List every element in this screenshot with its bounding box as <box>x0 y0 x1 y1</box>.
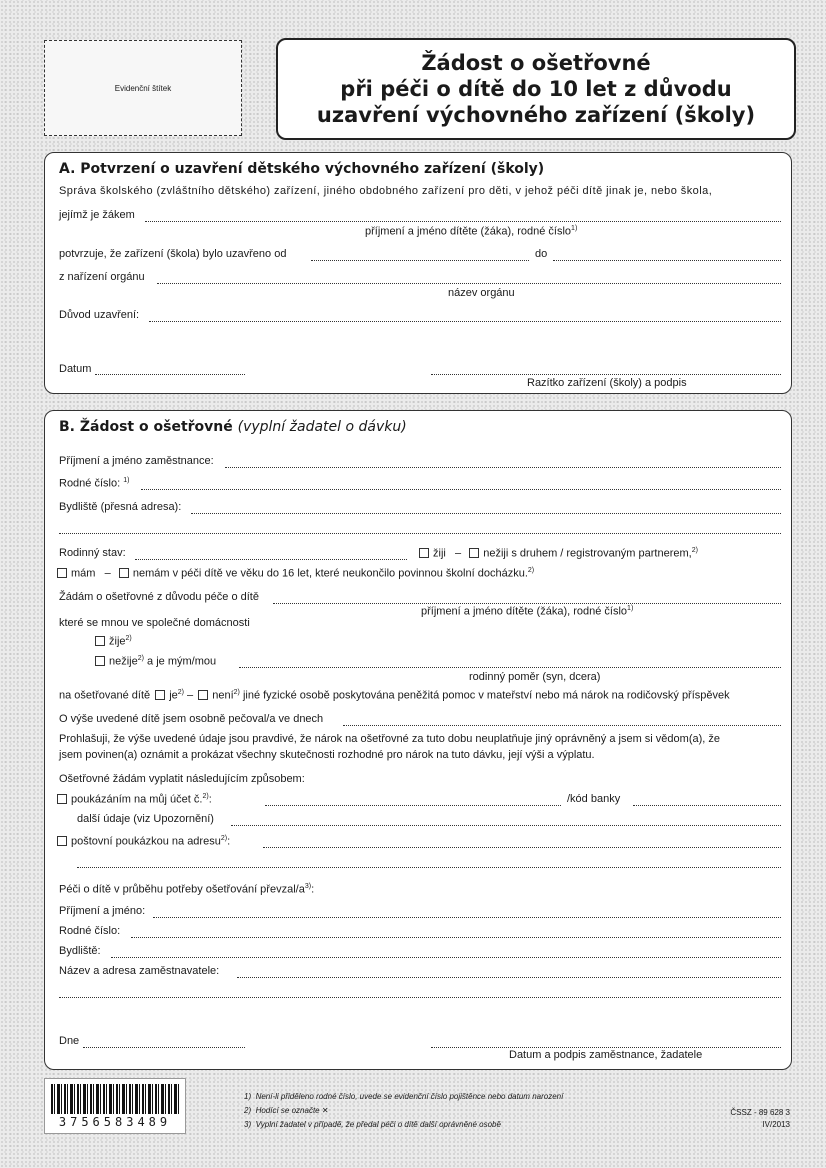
signature-caption: Datum a podpis zaměstnance, žadatele <box>509 1049 703 1061</box>
account-row: poukázáním na můj účet č.$^{2)}$: <box>55 793 212 806</box>
lives-child-row: žije$^{2)}$ <box>93 635 132 648</box>
date-label-b: Dne <box>59 1035 80 1047</box>
bank-code-label: /kód banky <box>567 793 621 805</box>
title-line-3: uzavření výchovného zařízení (školy) <box>316 103 756 127</box>
barcode-number: 3756583489 <box>58 1115 172 1129</box>
closed-to-field[interactable] <box>553 260 781 261</box>
form-date: IV/2013 <box>762 1120 790 1129</box>
lives-checkbox[interactable] <box>419 548 429 558</box>
reason-label: Důvod uzavření: <box>59 309 140 321</box>
section-b <box>44 410 792 1070</box>
lives-child-checkbox[interactable] <box>95 636 105 646</box>
label-box-text: Evidenční štítek <box>114 83 172 93</box>
postal-row: poštovní poukázkou na adresu$^{2)}$: <box>55 835 230 848</box>
account-checkbox[interactable] <box>57 794 67 804</box>
barcode <box>44 1078 186 1134</box>
other-data-label: další údaje (viz Upozornění) <box>77 813 214 825</box>
handover-birth-label: Rodné číslo: <box>59 925 121 937</box>
closed-from-label: potvrzuje, že zařízení (škola) bylo uzavřeno od <box>59 248 287 260</box>
footnote-3: 3) Vyplní žadatel v případě, že předal péči o dítě další oprávněné osobě <box>244 1120 501 1129</box>
not-lives-checkbox[interactable] <box>469 548 479 558</box>
handover-birth-field[interactable] <box>131 937 781 938</box>
authority-caption: název orgánu <box>448 287 515 299</box>
footnote-1: 1) Není-li přiděleno rodné číslo, uvede se evidenční číslo pojištěnce nebo datum narození <box>244 1092 564 1101</box>
declaration-line-1: Prohlašuji, že výše uvedené údaje jsou pravdivé, že nárok na ošetřovné za tuto dobu neuplatňuje jiný oprávněný a jsem si vědom(a), že <box>59 733 720 745</box>
request-caption: příjmení a jméno dítěte (žáka), rodné číslo$^{1)}$ <box>421 605 634 618</box>
handover-residence-label: Bydliště: <box>59 945 101 957</box>
marital-field[interactable] <box>135 559 407 560</box>
account-field[interactable] <box>265 805 561 806</box>
relation-field[interactable] <box>239 667 781 668</box>
not-lives-child-row: nežije$^{2)}$ a je mým/mou <box>93 655 216 668</box>
title-box <box>276 38 796 140</box>
stamp-caption: Razítko zařízení (školy) a podpis <box>527 377 687 389</box>
employer-label: Název a adresa zaměstnavatele: <box>59 965 220 977</box>
request-field[interactable] <box>273 603 781 604</box>
closed-to-label: do <box>535 248 548 260</box>
relation-caption: rodinný poměr (syn, dcera) <box>469 671 601 683</box>
employee-name-field[interactable] <box>225 467 781 468</box>
closed-from-field[interactable] <box>311 260 529 261</box>
pupil-label: jejímž je žákem <box>59 209 135 221</box>
postal-field-2[interactable] <box>77 867 781 868</box>
is-checkbox[interactable] <box>155 690 165 700</box>
handover-label: Péči o dítě v průběhu potřeby ošetřování převzal/$a^{3)}$: <box>59 883 315 896</box>
handover-name-field[interactable] <box>153 917 781 918</box>
signature-field[interactable] <box>431 1047 781 1048</box>
children-row: mám – nemám v péči dítě ve věku do 16 let, které neukončilo povinnou školní docházku.$^{2)}$ <box>55 567 534 580</box>
is-not-checkbox[interactable] <box>198 690 208 700</box>
section-a-heading: A. Potvrzení o uzavření dětského výchovného zařízení (školy) <box>59 161 545 177</box>
section-b-heading: B. Žádost o ošetřovné (vyplní žadatel o dávku) <box>59 419 407 435</box>
date-label: Datum <box>59 363 92 375</box>
stamp-field[interactable] <box>431 374 781 375</box>
postal-checkbox[interactable] <box>57 836 67 846</box>
not-lives-child-checkbox[interactable] <box>95 656 105 666</box>
payment-intro: Ošetřovné žádám vyplatit následujícím způsobem: <box>59 773 305 785</box>
barcode-bars <box>51 1084 179 1114</box>
section-a <box>44 152 792 394</box>
residence-field-2[interactable] <box>59 533 781 534</box>
employee-name-label: Příjmení a jméno zaměstnance: <box>59 455 214 467</box>
date-field-b[interactable] <box>83 1047 245 1048</box>
residence-field[interactable] <box>191 513 781 514</box>
have-checkbox[interactable] <box>57 568 67 578</box>
request-label: Žádám o ošetřovné z důvodu péče o dítě <box>59 591 259 603</box>
section-a-intro: Správa školského (zvláštního dětského) zařízení, jiného obdobného zařízení pro děti, v jehož péči dítě jinak je, nebo škola, <box>59 185 713 197</box>
bank-code-field[interactable] <box>633 805 781 806</box>
residence-label: Bydliště (přesná adresa): <box>59 501 182 513</box>
birth-number-label: Rodné číslo: $^{1)}$ <box>59 477 130 490</box>
employer-field-2[interactable] <box>59 997 781 998</box>
label-box <box>44 40 242 136</box>
postal-field[interactable] <box>263 847 781 848</box>
handover-residence-field[interactable] <box>111 957 781 958</box>
handover-name-label: Příjmení a jméno: <box>59 905 146 917</box>
other-data-field[interactable] <box>231 825 781 826</box>
form-code: ČSSZ - 89 628 3 <box>730 1108 790 1117</box>
date-field[interactable] <box>95 374 245 375</box>
declaration-line-2: jsem povinen(a) oznámit a prokázat všechny skutečnosti rozhodné pro nárok na tuto dávku, její výši a výplatu. <box>59 749 595 761</box>
cared-days-field[interactable] <box>343 725 781 726</box>
marital-options: žiji – nežiji s druhem / registrovaným partnerem,$^{2)}$ <box>417 547 698 560</box>
title-line-2: při péči o dítě do 10 let z důvodu <box>340 77 732 101</box>
household-label: které se mnou ve společné domácnosti <box>59 617 250 629</box>
title-line-1: Žádost o ošetřovné <box>421 51 651 75</box>
employer-field[interactable] <box>237 977 781 978</box>
reason-field[interactable] <box>149 321 781 322</box>
birth-number-field[interactable] <box>141 489 781 490</box>
cared-days-label: O výše uvedené dítě jsem osobně pečoval/a ve dnech <box>59 713 324 725</box>
footnote-2: 2) Hodící se označte ✕ <box>244 1106 329 1115</box>
marital-label: Rodinný stav: <box>59 547 126 559</box>
authority-field[interactable] <box>157 283 781 284</box>
not-have-checkbox[interactable] <box>119 568 129 578</box>
child-caption: příjmení a jméno dítěte (žáka), rodné číslo$^{1)}$ <box>365 225 578 238</box>
child-field[interactable] <box>145 221 781 222</box>
order-label: z nařízení orgánu <box>59 271 145 283</box>
other-person-row: na ošetřované dítě $je^{2)}$ – není$^{2)}$ jiné fyzické osobě poskytována peněžitá pomoc v mateřství nebo má nárok na rodičovský příspěvek <box>59 689 730 702</box>
